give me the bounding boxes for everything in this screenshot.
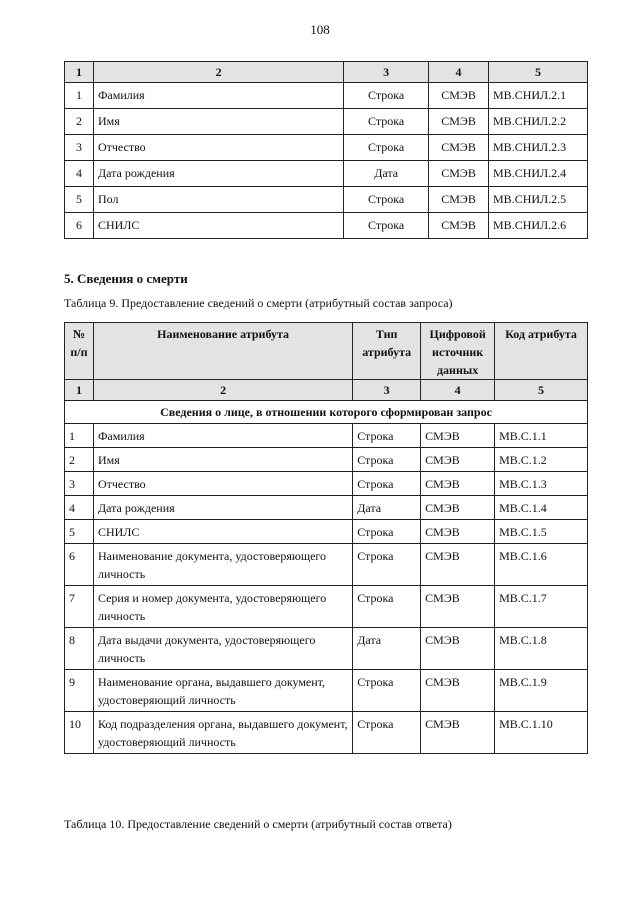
table-cell: Строка [353,424,421,448]
table-cell: Строка [353,544,421,586]
attributes-table-top [64,61,588,239]
table-cell: СМЭВ [421,544,495,586]
table-cell: Дата рождения [93,161,343,187]
column-number: 1 [65,380,94,401]
table-cell: Строка [353,712,421,754]
column-number: 5 [495,380,588,401]
column-number: 4 [421,380,495,401]
table-cell: Строка [344,213,429,239]
table-cell: Строка [344,187,429,213]
table-row [65,586,588,628]
table-cell: Пол [93,187,343,213]
table-cell: МВ.СНИЛ.2.5 [489,187,588,213]
table-row [65,448,588,472]
column-number: 3 [344,62,429,83]
column-number-row [65,380,588,401]
table-cell: МВ.СНИЛ.2.3 [489,135,588,161]
table-cell: СМЭВ [429,187,489,213]
column-number: 3 [353,380,421,401]
table-cell: 4 [65,496,94,520]
column-header: Цифровой источник данных [421,323,495,380]
table-cell: Строка [344,135,429,161]
table-cell: Отчество [93,472,352,496]
attributes-table-9 [64,322,588,754]
table-row [65,496,588,520]
table-cell: СМЭВ [429,135,489,161]
table-cell: МВ.С.1.9 [495,670,588,712]
table-row [65,544,588,586]
table-cell: МВ.С.1.5 [495,520,588,544]
table-cell: 7 [65,586,94,628]
group-title-row [65,401,588,424]
page-number: 108 [310,22,330,37]
table-cell: МВ.С.1.6 [495,544,588,586]
table-cell: 3 [65,472,94,496]
column-number: 2 [93,380,352,401]
table-cell: МВ.С.1.3 [495,472,588,496]
table-cell: МВ.СНИЛ.2.6 [489,213,588,239]
table-cell: Фамилия [93,83,343,109]
table-cell: МВ.С.1.4 [495,496,588,520]
table-cell: СМЭВ [429,213,489,239]
column-number: 2 [93,62,343,83]
column-number: 5 [489,62,588,83]
table-cell: Серия и номер документа, удостоверяющего личность [93,586,352,628]
table-cell: МВ.С.1.2 [495,448,588,472]
table-row [65,520,588,544]
table-cell: Отчество [93,135,343,161]
column-header: Наименование атрибута [93,323,352,380]
table-cell: Строка [344,109,429,135]
table-row [65,109,588,135]
table-cell: Дата рождения [93,496,352,520]
table-cell: 6 [65,213,94,239]
table-cell: СМЭВ [421,496,495,520]
table-cell: 1 [65,424,94,448]
table-cell: СМЭВ [421,424,495,448]
table-caption: Таблица 9. Предоставление сведений о смерти (атрибутный состав запроса) [64,296,453,310]
table-cell: СМЭВ [421,448,495,472]
table-cell: 9 [65,670,94,712]
table-header-row [65,62,588,83]
table-row [65,424,588,448]
column-number: 4 [429,62,489,83]
table-row [65,135,588,161]
table-cell: 6 [65,544,94,586]
table-cell: МВ.С.1.7 [495,586,588,628]
table-row [65,213,588,239]
group-title: Сведения о лице, в отношении которого сформирован запрос [65,401,588,424]
table-cell: Строка [353,586,421,628]
table-cell: 5 [65,520,94,544]
table-cell: Код подразделения органа, выдавшего документ, удостоверяющий личность [93,712,352,754]
column-header: Тип атрибута [353,323,421,380]
table-cell: 4 [65,161,94,187]
table-cell: 10 [65,712,94,754]
table-cell: Фамилия [93,424,352,448]
table-cell: Дата [353,496,421,520]
table-row [65,472,588,496]
table-cell: Строка [353,448,421,472]
table-cell: СМЭВ [421,586,495,628]
table-cell: СМЭВ [421,628,495,670]
table-cell: СМЭВ [421,472,495,496]
table-row [65,712,588,754]
table-cell: СНИЛС [93,520,352,544]
table-cell: 5 [65,187,94,213]
table-cell: МВ.СНИЛ.2.4 [489,161,588,187]
table-row [65,83,588,109]
table-cell: СМЭВ [429,109,489,135]
table-cell: Имя [93,109,343,135]
table-cell: 2 [65,109,94,135]
table-row [65,187,588,213]
table-cell: Строка [353,520,421,544]
table-header-row [65,323,588,380]
table-cell: 3 [65,135,94,161]
table-cell: 8 [65,628,94,670]
table-cell: СМЭВ [429,161,489,187]
table-cell: СМЭВ [421,670,495,712]
table-cell: МВ.С.1.10 [495,712,588,754]
table-cell: Имя [93,448,352,472]
column-header: Код атрибута [495,323,588,380]
table-cell: СМЭВ [421,520,495,544]
table-cell: Строка [353,670,421,712]
section-heading: 5. Сведения о смерти [64,271,188,286]
table-cell: МВ.СНИЛ.2.1 [489,83,588,109]
table-cell: Строка [353,472,421,496]
table-row [65,628,588,670]
table-row [65,670,588,712]
table-cell: СНИЛС [93,213,343,239]
table-cell: Дата [353,628,421,670]
table-cell: СМЭВ [429,83,489,109]
table-cell: Наименование документа, удостоверяющего личность [93,544,352,586]
table-cell: Наименование органа, выдавшего документ, удостоверяющий личность [93,670,352,712]
table-row [65,161,588,187]
table-cell: Дата выдачи документа, удостоверяющего личность [93,628,352,670]
table-cell: СМЭВ [421,712,495,754]
column-number: 1 [65,62,94,83]
table-cell: 2 [65,448,94,472]
table-cell: Строка [344,83,429,109]
column-header: № п/п [65,323,94,380]
table-cell: МВ.С.1.8 [495,628,588,670]
table-cell: Дата [344,161,429,187]
table-cell: МВ.СНИЛ.2.2 [489,109,588,135]
table-caption: Таблица 10. Предоставление сведений о смерти (атрибутный состав ответа) [64,817,452,831]
table-cell: МВ.С.1.1 [495,424,588,448]
table-cell: 1 [65,83,94,109]
